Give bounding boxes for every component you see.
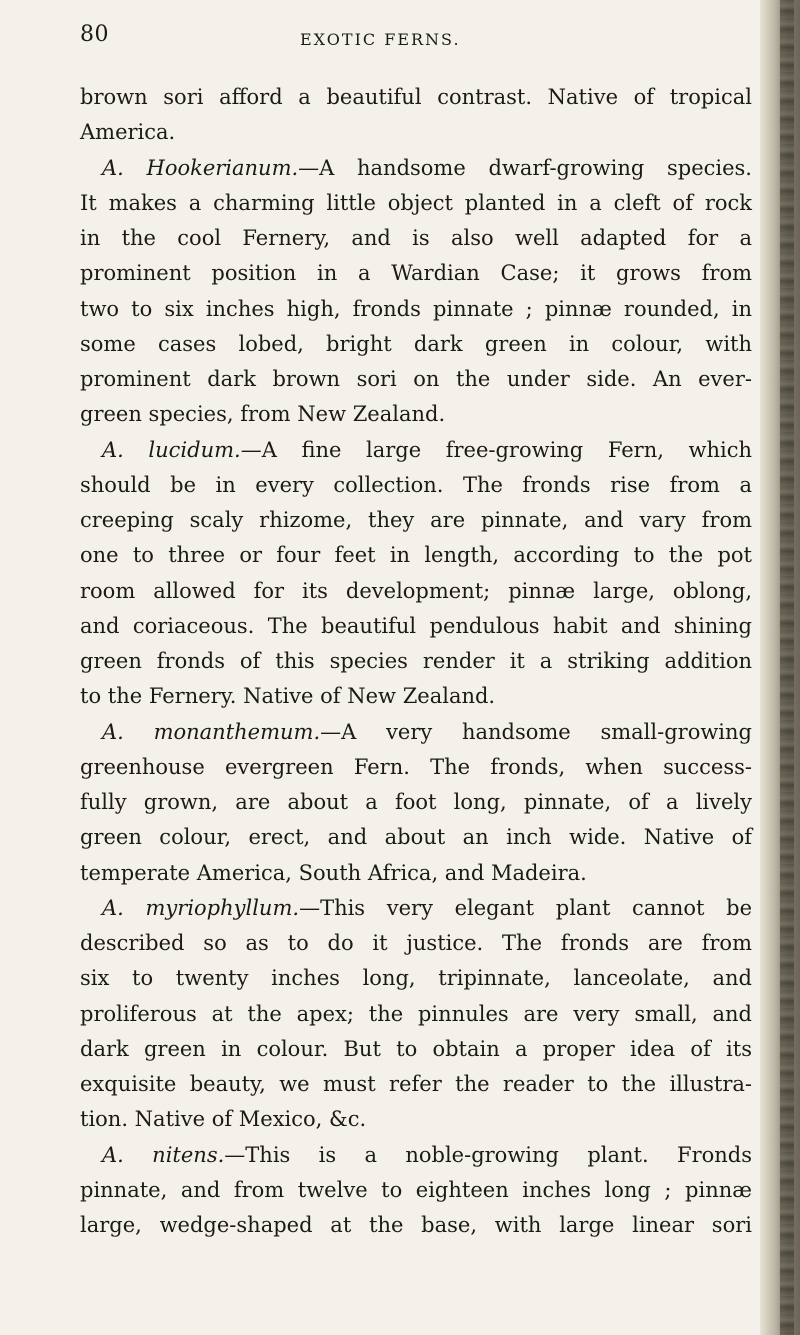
page-number: 80 (80, 22, 109, 47)
text-line: fully grown, are about a foot long, pinnate, of a lively (80, 790, 752, 814)
text-line: in the cool Fernery, and is also well adapted for a (80, 226, 752, 250)
species-name: A. lucidum. (102, 437, 241, 462)
text-line: temperate America, South Africa, and Madeira. (80, 860, 587, 885)
running-head: EXOTIC FERNS. (300, 30, 461, 49)
text-line: to the Fernery. Native of New Zealand. (80, 684, 496, 709)
text-line: prominent position in a Wardian Case; it grows from (80, 261, 752, 286)
text-line: six to twenty inches long, tripinnate, lanceolate, and (80, 966, 752, 991)
text-line: A. lucidum.—A fine large free-growing Fern, which (102, 437, 752, 462)
text-line: exquisite beauty, we must refer the reader to the illustra- (80, 1072, 752, 1096)
text-line: A. Hookerianum.—A handsome dwarf-growing species. (102, 155, 752, 180)
text-line: prominent dark brown sori on the under side. An ever- (80, 367, 752, 391)
text-line: green colour, erect, and about an inch wide. Native of (80, 825, 752, 850)
text-line: some cases lobed, bright dark green in colour, with (80, 331, 752, 356)
text-line: described so as to do it justice. The fronds are from (80, 931, 752, 955)
text-line: one to three or four feet in length, according to the pot (80, 543, 752, 568)
text-line: A. myriophyllum.—This very elegant plant cannot be (102, 895, 752, 920)
text-line: two to six inches high, fronds pinnate ; pinnæ rounded, in (80, 296, 752, 321)
body-text (80, 80, 752, 1243)
text-line: proliferous at the apex; the pinnules are very small, and (80, 1001, 752, 1026)
species-name: A. myriophyllum. (102, 895, 300, 920)
text-line: large, wedge-shaped at the base, with large linear sori (80, 1213, 752, 1237)
binding-strip (780, 0, 794, 1335)
text-line: green species, from New Zealand. (80, 402, 446, 427)
text-line: green fronds of this species render it a striking addition (80, 649, 752, 673)
text-line: tion. Native of Mexico, &c. (80, 1107, 367, 1132)
text-line: room allowed for its development; pinnæ large, oblong, (80, 578, 752, 603)
text-line: and coriaceous. The beautiful pendulous habit and shining (80, 613, 752, 638)
text-line: greenhouse evergreen Fern. The fronds, when success- (80, 754, 752, 779)
text-line: pinnate, and from twelve to eighteen inches long ; pinnæ (80, 1177, 752, 1202)
text-line: A. nitens.—This is a noble-growing plant. Fronds (102, 1142, 752, 1167)
text-line: should be in every collection. The fronds rise from a (80, 472, 752, 497)
book-binding-edge (760, 0, 800, 1335)
species-name: A. Hookerianum. (102, 155, 299, 180)
text-line: A. monanthemum.—A very handsome small-growing (102, 719, 752, 744)
species-name: A. monanthemum. (102, 719, 321, 744)
text-line: brown sori afford a beautiful contrast. Native of tropical (80, 85, 752, 109)
text-line: America. (80, 120, 176, 145)
species-name: A. nitens. (102, 1142, 225, 1167)
text-line: dark green in colour. But to obtain a proper idea of its (80, 1036, 752, 1061)
text-line: creeping scaly rhizome, they are pinnate, and vary from (80, 508, 752, 532)
text-line: It makes a charming little object planted in a cleft of rock (80, 190, 752, 215)
